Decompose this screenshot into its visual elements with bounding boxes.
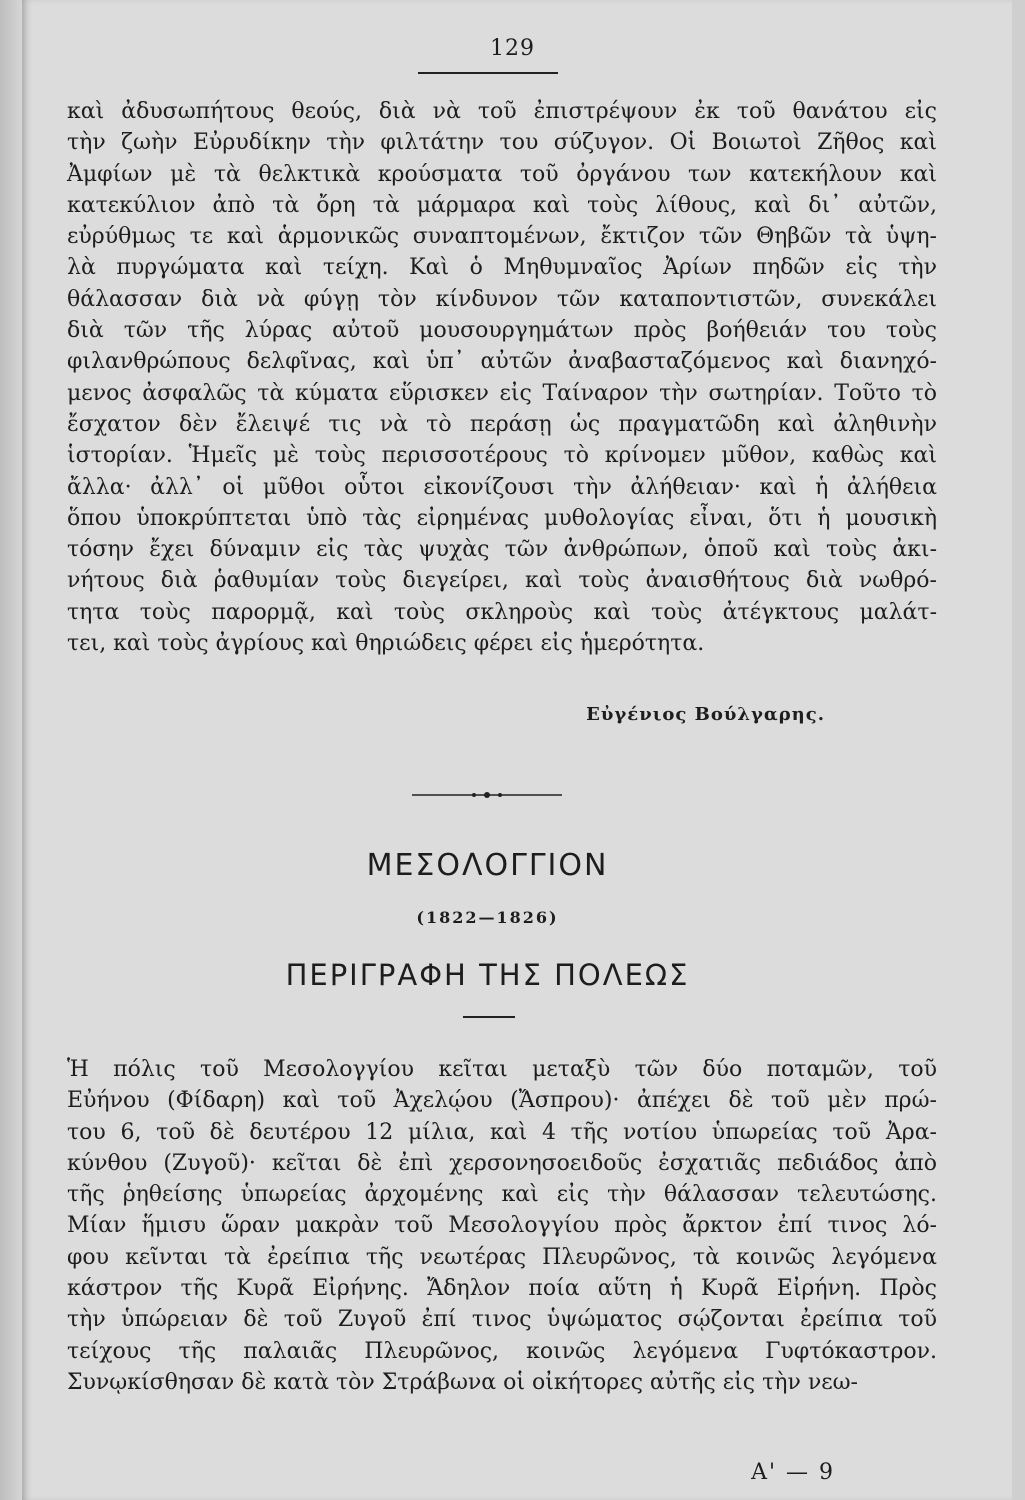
paragraph-block-2 (67, 1054, 937, 1398)
text-line: φιλανθρώπους δελφῖνας, καὶ ὑπ᾽ αὐτῶν ἀναβασταζόμενος καὶ διανηχό- (67, 349, 937, 375)
text-line: καὶ ἀδυσωπήτους θεούς, διὰ νὰ τοῦ ἐπιστρέψουν ἐκ τοῦ θανάτου εἰς (67, 99, 937, 124)
section-title: ΜΕΣΟΛΟΓΓΙΟΝ (366, 848, 609, 883)
title-rule (463, 1016, 515, 1018)
section-subtitle: ΠΕΡΙΓΡΑΦΗ ΤΗΣ ΠΟΛΕΩΣ (285, 958, 690, 992)
text-line: ὅπου ὑποκρύπτεται ὑπὸ τὰς εἰρημένας μυθολογίας εἶναι, ὅτι ἡ μουσικὴ (67, 505, 937, 531)
text-line: ἔσχατον δὲν ἔλειψέ τις νὰ τὸ περάσῃ ὡς πραγματῶδη καὶ ἀληθινὴν (67, 411, 937, 437)
printer-signature-mark: Α' — 9 (751, 1460, 835, 1485)
text-line: τὴν ὑπώρειαν δὲ τοῦ Ζυγοῦ ἐπί τινος ὑψώματος σῴζονται ἐρείπια τοῦ (67, 1307, 937, 1333)
paragraph-block-1 (67, 96, 937, 659)
text-line: κύνθου (Ζυγοῦ)· κεῖται δὲ ἐπὶ χερσονησοειδοῦς ἐσχατιᾶς πεδιάδος ἀπὸ (67, 1150, 937, 1176)
text-line: Ἀμφίων μὲ τὰ θελκτικὰ κρούσματα τοῦ ὀργάνου των κατεκήλουν καὶ (67, 161, 937, 187)
divider-ornament (412, 790, 562, 800)
text-line: κάστρον τῆς Κυρᾶ Εἰρήνης. Ἄδηλον ποία αὕτη ἡ Κυρᾶ Εἰρήνη. Πρὸς (67, 1276, 937, 1302)
text-line: τητα τοὺς παρορμᾷ, καὶ τοὺς σκληροὺς καὶ τοὺς ἀτέγκτους μαλάτ- (67, 599, 937, 625)
text-line: μενος ἀσφαλῶς τὰ κύματα εὕρισκεν εἰς Ταίναρον τὴν σωτηρίαν. Τοῦτο τὸ (67, 380, 937, 406)
text-line: Ἡ πόλις τοῦ Μεσολογγίου κεῖται μεταξὺ τῶν δύο ποταμῶν, τοῦ (67, 1057, 937, 1082)
text-line: φου κεῖνται τὰ ἐρείπια τῆς νεωτέρας Πλευρῶνος, τὰ κοινῶς λεγόμενα (67, 1244, 937, 1270)
page-edge (0, 0, 22, 1500)
page-number-rule (418, 72, 558, 74)
page-number: 129 (490, 36, 535, 61)
text-line: εὐρύθμως τε καὶ ἁρμονικῶς συναπτομένων, ἔκτιζον τῶν Θηβῶν τὰ ὑψη- (67, 224, 937, 250)
text-line: τει, καὶ τοὺς ἀγρίους καὶ θηριώδεις φέρει εἰς ἡμερότητα. (67, 631, 705, 657)
text-line: κατεκύλιον ἀπὸ τὰ ὄρη τὰ μάρμαρα καὶ τοὺς λίθους, καὶ δι᾽ αὐτῶν, (67, 192, 937, 218)
text-line: ἱστορίαν. Ἡμεῖς μὲ τοὺς περισσοτέρους τὸ κρίνομεν μῦθον, καθὼς καὶ (67, 443, 937, 469)
text-line: Μίαν ἥμισυ ὥραν μακρὰν τοῦ Μεσολογγίου πρὸς ἄρκτον ἐπί τινος λό- (67, 1213, 937, 1239)
text-line: θάλασσαν διὰ νὰ φύγῃ τὸν κίνδυνον τῶν καταποντιστῶν, συνεκάλει (67, 286, 937, 312)
text-line: Συνῳκίσθησαν δὲ κατὰ τὸν Στράβωνα οἱ οἰκήτορες αὐτῆς εἰς τὴν νεω- (67, 1369, 858, 1395)
text-line: νήτους διὰ ῥαθυμίαν τοὺς διεγείρει, καὶ τοὺς ἀναισθήτους διὰ νωθρό- (67, 568, 937, 594)
text-line: τείχους τῆς παλαιᾶς Πλευρῶνος, κοινῶς λεγόμενα Γυφτόκαστρον. (67, 1338, 937, 1364)
author-signature: Εὐγένιος Βούλγαρης. (586, 704, 825, 725)
text-line: διὰ τῶν τῆς λύρας αὐτοῦ μουσουργημάτων πρὸς βοήθειάν του τοὺς (67, 318, 937, 344)
section-years: (1822—1826) (416, 908, 559, 927)
text-line: λὰ πυργώματα καὶ τείχη. Καὶ ὁ Μηθυμναῖος Ἀρίων πηδῶν εἰς τὴν (67, 255, 937, 281)
text-line: Εὐήνου (Φίδαρη) καὶ τοῦ Ἀχελῴου (Ἄσπρου)· ἀπέχει δὲ τοῦ μὲν πρώ- (67, 1088, 937, 1114)
text-line: ἄλλα· ἀλλ᾽ οἱ μῦθοι οὗτοι εἰκονίζουσι τὴν ἀλήθειαν· καὶ ἡ ἀλήθεια (67, 474, 937, 500)
text-line: τὴν ζωὴν Εὐρυδίκην τὴν φιλτάτην του σύζυγον. Οἱ Βοιωτοὶ Ζῆθος καὶ (67, 130, 937, 156)
text-line: τόσην ἔχει δύναμιν εἰς τὰς ψυχὰς τῶν ἀνθρώπων, ὁποῦ καὶ τοὺς ἀκι- (67, 537, 937, 563)
text-line: του 6, τοῦ δὲ δευτέρου 12 μίλια, καὶ 4 τῆς νοτίου ὑπωρείας τοῦ Ἀρα- (67, 1119, 937, 1145)
text-line: τῆς ῥηθείσης ὑπωρείας ἀρχομένης καὶ εἰς τὴν θάλασσαν τελευτώσης. (67, 1182, 937, 1208)
